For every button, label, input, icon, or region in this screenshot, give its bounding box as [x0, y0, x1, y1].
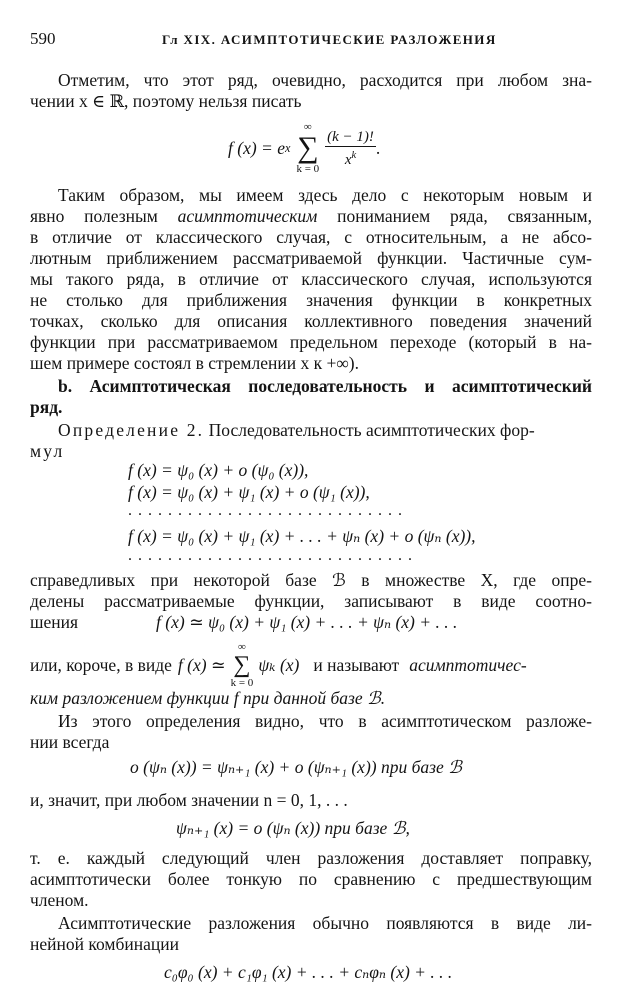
sum-lower-limit: k = 0 — [296, 163, 320, 175]
para2-line8: функции при рассматриваемом предельном переходе (который в на- — [30, 332, 592, 352]
para5-line1: Из этого определения видно, что в асимптотическом разложе- — [58, 711, 592, 731]
sum-sign: ∑ — [233, 652, 251, 678]
para5-line2: нии всегда — [30, 732, 110, 752]
para2-line1: Таким образом, мы имеем здесь дело с некоторым новым и — [58, 185, 592, 205]
para4-start: или, короче, в виде — [30, 654, 172, 675]
sum-lower-limit: k = 0 — [230, 677, 254, 689]
definition-head: Определение 2. — [58, 420, 205, 440]
para1-line1: Отметим, что этот ряд, очевидно, расходится при любом зна- — [58, 70, 592, 90]
para4-line2: ким разложением функции f при данной базе ℬ. — [30, 688, 386, 708]
system-line3: f (x) = ψ₀ (x) + ψ₁ (x) + . . . + ψₙ (x) + o (ψₙ (x)), — [128, 526, 476, 546]
formula-1-exp: x — [285, 140, 291, 155]
para4-middle: и называют — [313, 654, 400, 675]
para2-line6: не столько для приближения значения функции в конкретных — [30, 290, 592, 310]
para4-formula-rhs: ψₖ (x) — [258, 654, 300, 675]
fraction-numerator: (k − 1)! — [327, 128, 374, 145]
para8-line2: нейной комбинации — [30, 934, 179, 954]
definition-text: Последовательность асимптотических фор- — [208, 420, 535, 440]
formula-1 — [228, 116, 380, 180]
formula-5: c₀φ₀ (x) + c₁φ₁ (x) + . . . + cₙφₙ (x) + . . . — [164, 962, 453, 982]
system-dots1: . . . . . . . . . . . . . . . . . . . . . . . . . . . . — [128, 502, 403, 519]
formula-3: o (ψₙ (x)) = ψₙ₊₁ (x) + o (ψₙ₊₁ (x)) при базе ℬ — [130, 757, 462, 777]
para4-sum — [231, 641, 254, 689]
para1-line2: чении x ∈ ℝ, поэтому нельзя писать — [30, 91, 302, 111]
para4-end-italic: асимптотичес- — [409, 654, 527, 675]
formula-1-sum — [296, 121, 319, 175]
para6: и, значит, при любом значении n = 0, 1, . . . — [30, 790, 348, 810]
formula-2: f (x) ≃ ψ₀ (x) + ψ₁ (x) + . . . + ψₙ (x) + . . . — [156, 612, 458, 632]
sum-sign: ∑ — [297, 131, 319, 164]
para2-line9: шем примере состоял в стремлении x к +∞). — [30, 353, 359, 373]
running-title: Гл XIX. АСИМПТОТИЧЕСКИЕ РАЗЛОЖЕНИЯ — [162, 32, 497, 47]
para8-line1: Асимптотические разложения обычно появляются в виде ли- — [58, 913, 592, 933]
para3-line1: справедливых при некоторой базе ℬ в множестве X, где опре- — [30, 570, 592, 590]
definition-line1 — [58, 420, 535, 441]
formula-1-lhs: f (x) = e — [228, 137, 285, 158]
para3-line3: шения — [30, 612, 79, 632]
formula-1-period: . — [375, 137, 381, 158]
system-line2: f (x) = ψ₀ (x) + ψ₁ (x) + o (ψ₁ (x)), — [128, 482, 370, 502]
page-number: 590 — [30, 29, 56, 48]
sum-upper-limit: ∞ — [238, 641, 246, 653]
formula-1-fraction — [325, 128, 376, 169]
system-dots2: . . . . . . . . . . . . . . . . . . . . . . . . . . . . . — [128, 547, 413, 564]
italic-term: асимптотическим — [177, 206, 318, 226]
para3-line2: делены рассматриваемые функции, записывают в виде соотно- — [30, 591, 592, 611]
definition-line2: мул — [30, 441, 65, 461]
para4-line1 — [30, 640, 527, 690]
para2-line3: в отличие от классического случая, с относительным, а не абсо- — [30, 227, 592, 247]
section-heading-line1: b. Асимптотическая последовательность и асимптотический — [58, 376, 592, 396]
sum-upper-limit: ∞ — [303, 121, 312, 133]
para7-line1: т. е. каждый следующий член разложения доставляет поправку, — [30, 848, 592, 868]
para2-line7: точках, сколько для описания коллективного поведения значений — [30, 311, 592, 331]
para7-line2: асимптотически более тонкую по сравнению с предшествующим — [30, 869, 592, 889]
para2-line4: лютным приближением расcматриваемой функции. Частичные сум- — [30, 248, 592, 268]
para7-line3: членом. — [30, 890, 89, 910]
para2-line2: явно полезным асимптотическим пониманием ряда, связанным, — [30, 206, 593, 226]
section-heading-line2: ряд. — [30, 397, 63, 417]
fraction-denominator: $x^k$ — [344, 149, 357, 168]
para4-formula-lhs: f (x) ≃ — [177, 654, 226, 675]
system-line1: f (x) = ψ₀ (x) + o (ψ₀ (x)), — [128, 460, 309, 480]
para2-line5: мы такого ряда, в отличие от классического случая, используются — [30, 269, 592, 289]
formula-4: ψₙ₊₁ (x) = o (ψₙ (x)) при базе ℬ, — [176, 818, 410, 838]
